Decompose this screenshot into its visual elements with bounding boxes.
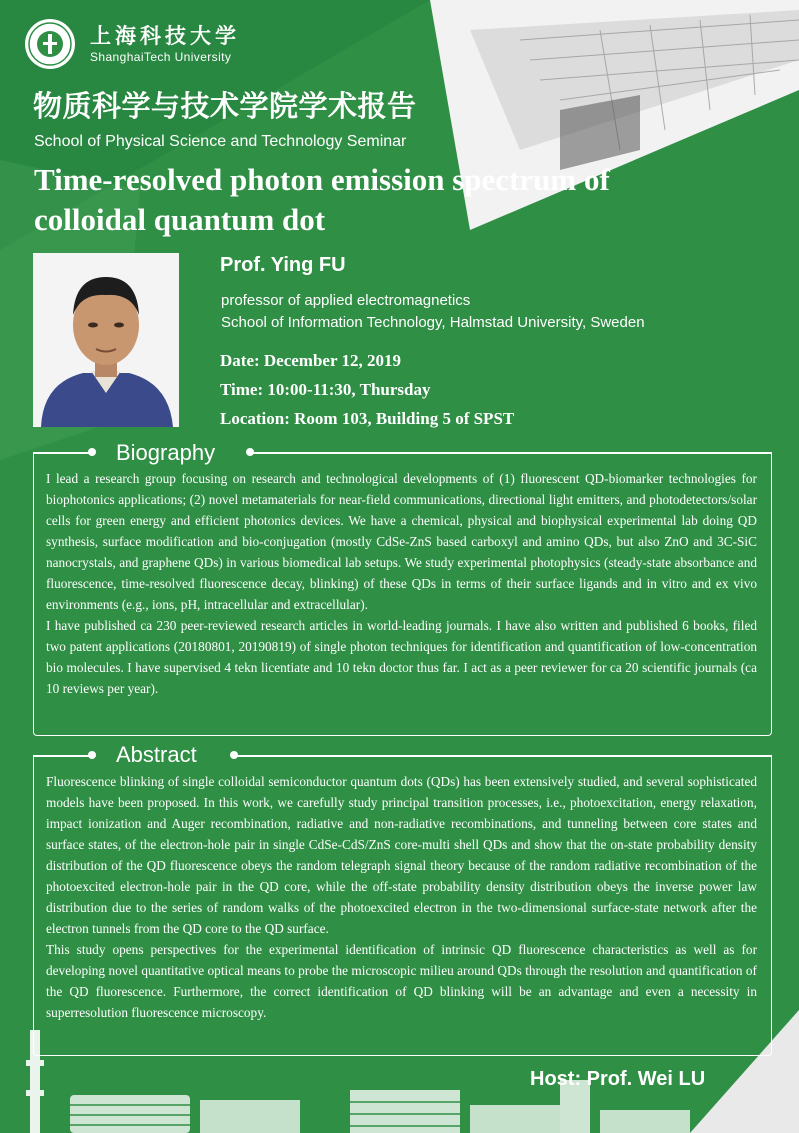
university-name-en: ShanghaiTech University xyxy=(90,50,232,64)
speaker-photo xyxy=(33,253,179,427)
event-date: Date: December 12, 2019 xyxy=(220,351,401,370)
speaker-affiliation xyxy=(221,290,645,334)
speaker-institution: School of Information Technology, Halmstad University, Sweden xyxy=(221,314,645,331)
abstract-text xyxy=(46,771,757,1023)
talk-title-line-1: Time-resolved photon emission spectrum of xyxy=(34,162,610,197)
abstract-paragraph-1: Fluorescence blinking of single colloidal semiconductor quantum dots (QDs) has been extensively studied, and several sophisticated models have been proposed. In this work, we carefully study principal transition processes, i.e., photoexcitation, energy relaxation, impact ionization and Auger recombination, radiative and non-radiative recombinations, and tunneling between core states and surface states, of the electron-hole pair in single CdSe-CdS/ZnS core-multi shell QDs and show that the on-state probability density distribution of the QD fluorescence obeys the random telegraph signal theory because of the random radiative recombination of the photoexcited electron-hole pair in the QD core, while the off-state probability density distribution obeys the inverse power law distribution due to the series of random walks of the photoexcited electron in the two-dimensional surface-state network after the electron tunnels from the QD core to the QD surface. xyxy=(46,774,757,936)
event-time: Time: 10:00-11:30, Thursday xyxy=(220,380,431,399)
biography-heading: Biography xyxy=(116,440,216,465)
abstract-paragraph-2: This study opens perspectives for the experimental identification of intrinsic QD fluorescence characteristics as well as for developing novel quantitative optical means to probe the microscopic milieu around QDs through the resolution and quantification of the QD fluorescence. Furthermore, the correct identification of QD blinking will be an advantage and even a necessity in superresolution fluorescence microscopy. xyxy=(46,942,757,1020)
seminar-title-en: School of Physical Science and Technology Seminar xyxy=(34,133,407,150)
biography-text xyxy=(46,468,757,699)
speaker-name: Prof. Ying FU xyxy=(220,254,346,276)
university-name-cn: 上海科技大学 xyxy=(90,24,240,48)
talk-title-line-2: colloidal quantum dot xyxy=(34,202,326,237)
host-name: Host: Prof. Wei LU xyxy=(530,1068,706,1090)
seminar-title-cn: 物质科学与技术学院学术报告 xyxy=(33,89,417,123)
abstract-heading: Abstract xyxy=(116,742,197,767)
event-location: Location: Room 103, Building 5 of SPST xyxy=(220,409,515,428)
speaker-position: professor of applied electromagnetics xyxy=(221,292,471,309)
talk-title xyxy=(34,160,734,240)
biography-paragraph-1: I lead a research group focusing on research and technological developments of (1) fluorescent QD-biomarker technologies for biophotonics applications; (2) novel metamaterials for near-field communications, directional light emitters, and photodetectors/solar cells for green energy and efficient photonics devices. We have a chemical, physical and biophysical experimental lab doing QD synthesis, surface modification and bio-conjugation (mostly CdSe-ZnS based carboxyl and amino QDs, but also ZnO and 3C-SiC nanocrystals, and graphene QDs) in various biomedical lab setups. We study experimental photophysics (steady-state absorbance and fluorescence, time-resolved fluorescence decay, blinking) of these QDs in terms of their surface ligands and in vitro and ex vivo environments (e.g., ions, pH, intracellular and extracellular). xyxy=(46,471,757,612)
university-seal-icon xyxy=(24,18,76,70)
biography-paragraph-2: I have published ca 230 peer-reviewed research articles in world-leading journals. I have also written and published 6 books, filed two patent applications (20180801, 20190819) of single photon techniques for identification and quantification of low-concentration bio molecules. I have supervised 4 tekn licentiate and 10 tekn doctor thus far. I act as a peer reviewer for ca 20 scientific journals (ca 10 reviews per year). xyxy=(46,618,757,696)
